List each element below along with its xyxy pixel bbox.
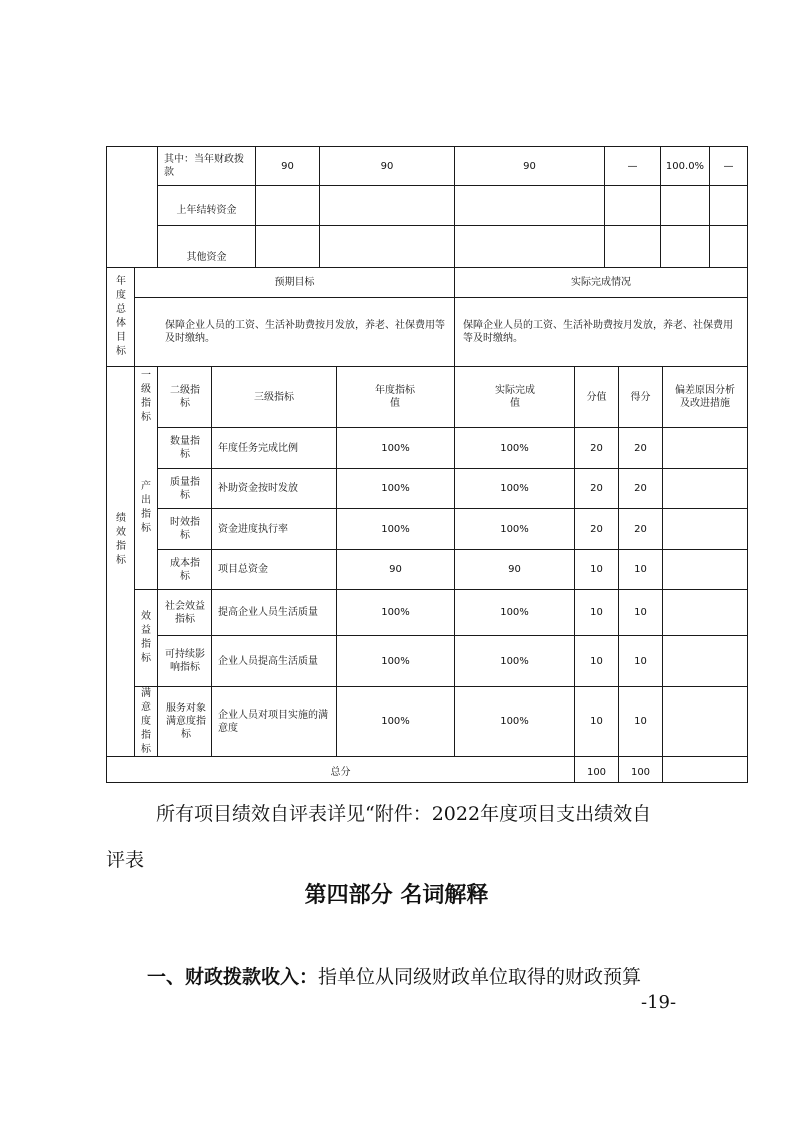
score-value: 10 [634, 564, 647, 575]
score-value: 10 [634, 716, 647, 727]
attachment-note-line1: 所有项目绩效自评表详见“附件：2022年度项目支出绩效自 [156, 803, 652, 825]
definition-text: 指单位从同级财政单位取得的财政预算 [318, 966, 642, 988]
weight-value: 10 [590, 716, 603, 727]
actual-completion-text: 保障企业人员的工资、生活补助费按月发放，养老、社保费用等及时缴纳。 [463, 320, 733, 344]
annual-goal-side-label: 年度总体目标 [116, 276, 126, 357]
weight-value: 10 [590, 607, 603, 618]
score-value: 20 [634, 483, 647, 494]
annual-target-value: 100% [381, 716, 410, 727]
annual-target-value: 90 [389, 564, 402, 575]
level1-header: 一级指标 [141, 370, 151, 423]
score-value: 10 [634, 607, 647, 618]
output-indicators-label: 产出指标 [141, 481, 151, 534]
level3-header: 三级指标 [254, 391, 294, 403]
performance-indicators-side-label: 绩效指标 [116, 513, 126, 566]
actual-value: 90 [508, 564, 521, 575]
funding-value: — [723, 160, 734, 172]
total-score-label: 总分 [330, 767, 351, 778]
expected-goal-text: 保障企业人员的工资、生活补助费按月发放，养老、社保费用等及时缴纳。 [165, 320, 445, 344]
level2-header: 二级指标 [170, 385, 200, 409]
score-value: 20 [634, 523, 647, 535]
level3-indicator: 提高企业人员生活质量 [218, 607, 318, 618]
deviation-analysis-header: 偏差原因分析及改进措施 [675, 385, 735, 409]
funding-value: 90 [281, 160, 294, 172]
funding-value: — [627, 160, 638, 172]
total-score-value: 100 [630, 767, 651, 778]
funding-rate: 100.0% [665, 160, 705, 172]
score-value-header: 分值 [586, 391, 607, 403]
weight-value: 20 [590, 442, 603, 454]
actual-value-header: 实际完成值 [495, 385, 535, 409]
weight-value: 10 [590, 564, 603, 575]
actual-value: 100% [500, 607, 529, 618]
actual-value: 100% [500, 655, 529, 667]
level2-indicator: 质量指标 [170, 476, 200, 501]
expected-goal-header: 预期目标 [274, 277, 315, 288]
actual-completion-header: 实际完成情况 [571, 277, 631, 288]
level3-indicator: 资金进度执行率 [218, 523, 288, 535]
page-number: -19- [641, 992, 677, 1013]
weight-value: 10 [590, 655, 603, 667]
benefit-indicators-label: 效益指标 [141, 611, 151, 664]
annual-target-header: 年度指标值 [375, 385, 415, 409]
definition-paragraph [147, 962, 641, 989]
annual-target-value: 100% [381, 655, 410, 667]
total-weight-value: 100 [586, 767, 607, 778]
actual-value: 100% [500, 523, 529, 535]
level3-indicator: 项目总资金 [218, 564, 268, 575]
annual-target-value: 100% [381, 483, 410, 494]
carryover-funding-label: 上年结转资金 [176, 205, 237, 216]
level3-indicator: 企业人员对项目实施的满意度 [218, 709, 328, 734]
actual-value: 100% [500, 483, 529, 494]
annual-target-value: 100% [381, 607, 410, 618]
score-value: 20 [634, 442, 647, 454]
level2-indicator: 服务对象满意度指标 [166, 703, 206, 740]
level2-indicator: 数量指标 [170, 436, 200, 460]
score-value: 10 [634, 655, 647, 667]
level2-indicator: 成本指标 [170, 557, 200, 582]
section-title: 第四部分 名词解释 [304, 882, 489, 908]
level2-indicator: 社会效益指标 [165, 600, 205, 625]
current-year-funding-label: 其中：当年财政拨款 [164, 154, 244, 178]
annual-target-value: 100% [381, 523, 410, 535]
annual-target-value: 100% [381, 442, 410, 454]
level3-indicator: 年度任务完成比例 [218, 442, 298, 454]
level3-indicator: 补助资金按时发放 [218, 483, 298, 494]
actual-value: 100% [500, 442, 529, 454]
funding-value: 90 [523, 160, 536, 172]
funding-value: 90 [380, 160, 394, 172]
other-funding-label: 其他资金 [186, 252, 227, 263]
weight-value: 20 [590, 523, 603, 535]
level2-indicator: 时效指标 [170, 517, 200, 541]
actual-value: 100% [500, 716, 529, 727]
satisfaction-indicators-label: 满意度指标 [141, 687, 151, 755]
score-header: 得分 [630, 391, 651, 403]
attachment-note-line2: 评表 [106, 849, 145, 871]
weight-value: 20 [590, 483, 603, 494]
level3-indicator: 企业人员提高生活质量 [218, 655, 318, 667]
definition-term: 一、财政拨款收入： [147, 966, 319, 988]
level2-indicator: 可持续影响指标 [165, 649, 205, 673]
